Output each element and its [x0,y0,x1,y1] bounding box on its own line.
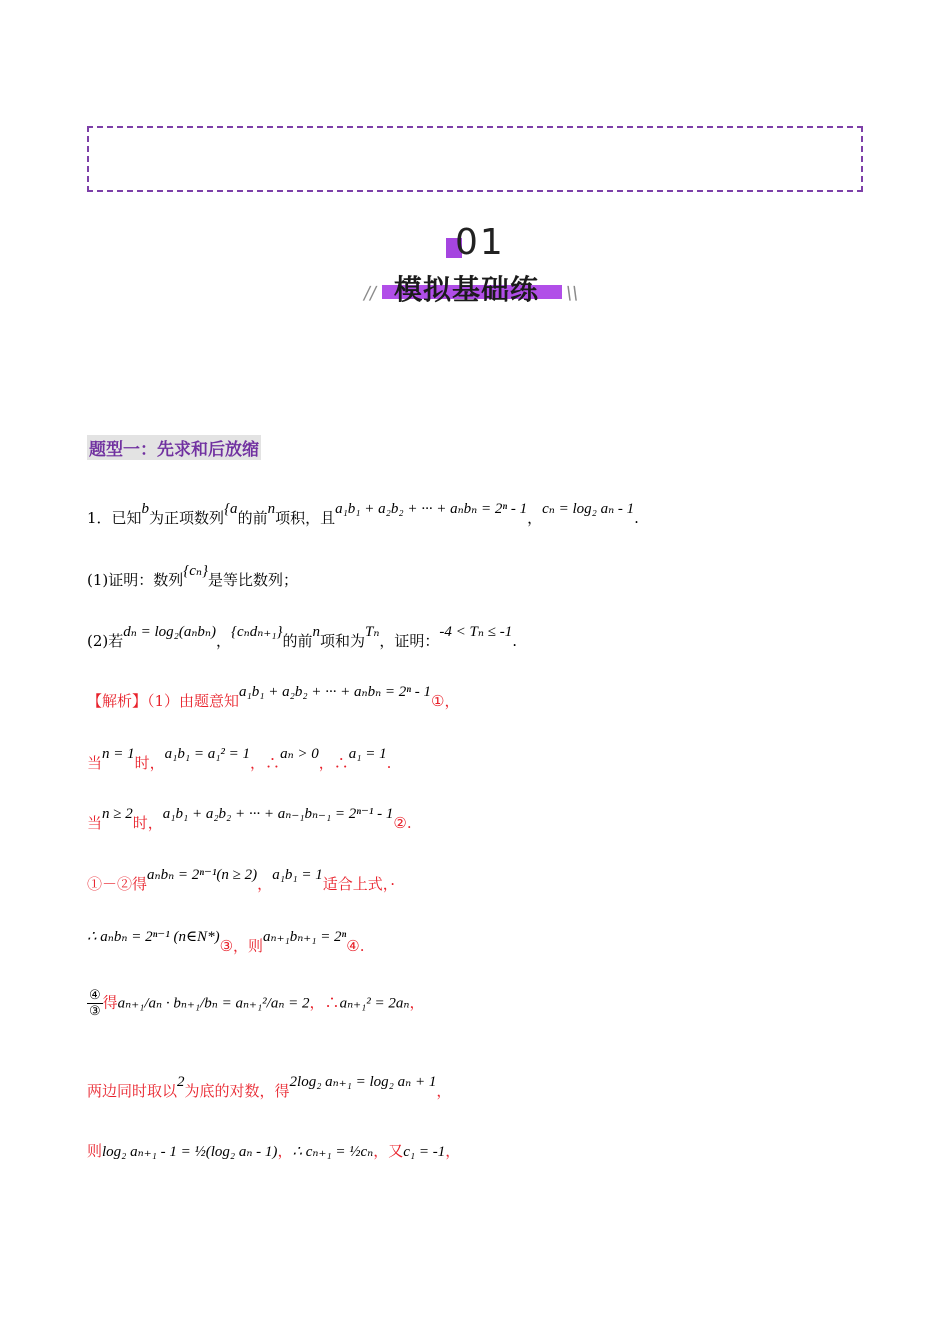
math: cₙ = log₂ aₙ - 1 [542,501,635,517]
text: (2)若 [87,632,124,650]
text: 为底的对数，得 [184,1082,290,1100]
text: ， [215,632,231,650]
text: 1．已知 [87,509,142,527]
math: n ≥ 2 [102,806,133,822]
text: ①， [431,692,460,710]
math: n [312,624,320,640]
math: aₙ₊₁² = 2aₙ [339,995,410,1012]
math: {cₙdₙ₊₁} [231,624,283,640]
math: aₙbₙ = 2ⁿ⁻¹(n ≥ 2) [147,867,258,883]
text: 两边同时取以 [87,1082,178,1100]
problem-line-1 [87,501,639,528]
math: Tₙ [364,624,380,640]
problem-question-2 [87,624,517,651]
math: ∴ cₙ₊₁ = ½cₙ [292,1144,374,1160]
text: 当 [87,754,103,772]
math: aₙ > 0 [280,746,319,762]
header-dashed-box [87,126,863,192]
text: 项积，且 [275,509,336,527]
math: {a [224,501,238,517]
text: 的前 [282,632,313,650]
math: 2 [177,1074,185,1090]
text: 时， [132,814,163,832]
text: 项和为 [319,632,365,650]
math: a₁b₁ + a₂b₂ + ··· + aₙ₋₁bₙ₋₁ = 2ⁿ⁻¹ - 1 [162,806,394,822]
text: ，证明： [379,632,440,650]
math: a₁b₁ + a₂b₂ + ··· + aₙbₙ = 2ⁿ - 1 [239,684,432,700]
text: . [512,632,517,650]
type-heading: 题型一：先求和后放缩 [87,435,261,460]
solution-line-7 [87,1074,452,1101]
math: aₙ₊₁bₙ₊₁ = 2ⁿ [263,929,347,945]
text: 为正项数列 [149,509,225,527]
frac-numerator: ④ [89,988,101,1003]
math: log₂ aₙ₊₁ - 1 = ½(log₂ aₙ - 1) [102,1144,278,1160]
text: 则 [87,1142,103,1160]
text: (1)证明：数列 [87,571,184,589]
text: ，∴ [318,754,349,772]
solution-line-3 [87,806,412,833]
text: 是等比数列； [207,571,298,589]
math: 2log₂ aₙ₊₁ = log₂ aₙ + 1 [289,1074,437,1090]
text: ③，则 [219,937,264,955]
math: ∴ aₙbₙ = 2ⁿ⁻¹ (n∈N*) [87,929,220,945]
text: ，又 [373,1142,404,1160]
text: ，∴ [250,754,281,772]
text: ， [409,993,425,1012]
text: ， [436,1082,452,1100]
text: . [386,754,392,772]
text: ， [257,875,273,893]
section-number: 01 [455,222,505,263]
text: 得 [102,993,118,1012]
solution-line-2 [87,746,392,773]
text: ， [527,509,543,527]
text: 当 [87,814,103,832]
math: -4 < Tₙ ≤ -1 [439,624,513,640]
math: aₙ₊₁/aₙ · bₙ₊₁/bₙ = aₙ₊₁²/aₙ = 2 [117,995,310,1012]
math: n = 1 [102,746,135,762]
solution-line-8 [87,1140,460,1161]
solution-line-1 [87,684,460,711]
math: dₙ = log₂(aₙbₙ) [123,624,216,640]
math: {cₙ} [183,563,208,579]
solution-line-5 [87,929,365,956]
text: 适合上式，· [322,875,396,893]
solution-line-4 [87,867,396,894]
left-slash-decoration: // [362,283,378,304]
math: n [267,501,276,517]
text: ④. [346,937,365,955]
math: b [141,501,150,517]
section-title: 模拟基础练 [394,273,540,306]
text: 时， [134,754,165,772]
math: a₁b₁ + a₂b₂ + ··· + aₙbₙ = 2ⁿ - 1 [335,501,528,517]
text: . [634,509,639,527]
solution-tag: 【解析】（1）由题意知 [87,692,240,710]
text: ，∴ [309,993,340,1012]
text: ①－②得 [87,875,148,893]
text: ②. [393,814,412,832]
circled-fraction [87,988,103,1019]
solution-line-6 [87,988,425,1019]
math: a₁ = 1 [348,746,387,762]
text: ， [445,1142,461,1160]
math: a₁b₁ = 1 [272,867,323,883]
frac-denominator: ③ [89,1004,101,1019]
math: a₁b₁ = a₁² = 1 [164,746,251,762]
text: 的前 [237,509,268,527]
right-slash-decoration: \\ [564,283,580,304]
text: ， [277,1142,293,1160]
problem-question-1 [87,563,298,590]
math: c₁ = -1 [403,1144,446,1160]
